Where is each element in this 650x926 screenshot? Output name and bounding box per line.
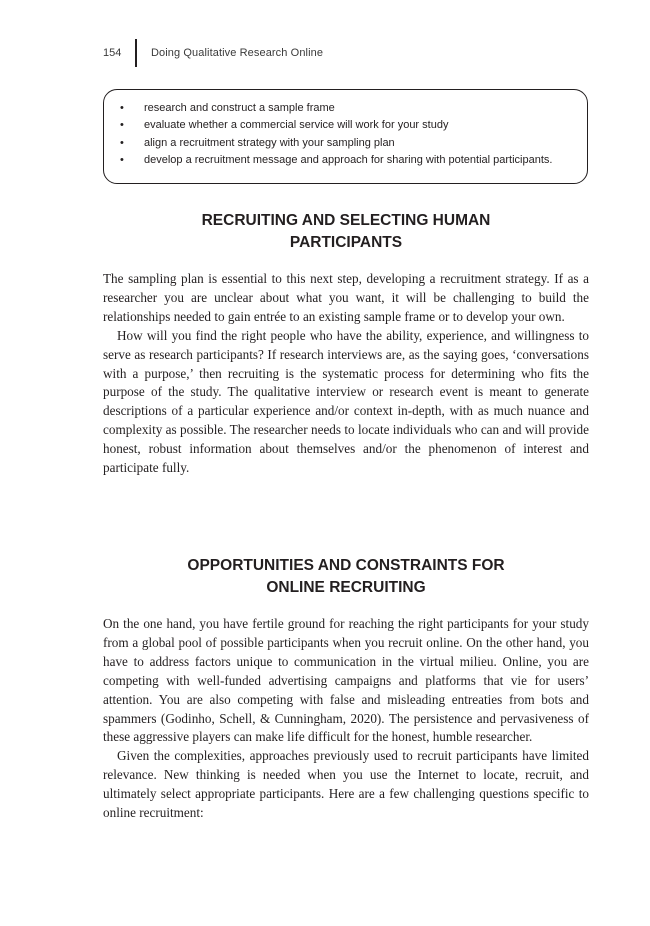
body-paragraph: The sampling plan is essential to this next step, developing a recruitment strategy. If as a researcher you are unclear about what you want, it will be challenging to build the relationships needed to gain entrée to an existing sample frame or to develop your own. xyxy=(103,271,589,324)
book-title: Doing Qualitative Research Online xyxy=(151,47,324,59)
section-body-opportunities xyxy=(103,615,589,823)
list-item xyxy=(104,135,587,152)
list-item-text: align a recruitment strategy with your sampling plan xyxy=(144,136,395,149)
body-paragraph: How will you find the right people who have the ability, experience, and willingness to serve as research participants? If research interviews are, as the saying goes, ‘conversations with a purpose,’ then recruiting is the systematic process for determining who fits the purpose of the study. The qualitative interview or research event is meant to generate descriptions of a particular experience and/or context in-depth, with as much nuance and complexity as possible. The researcher needs to locate individuals who can and will provide honest, robust information about themselves and/or the phenomenon of interest and participate fully. xyxy=(103,327,589,476)
body-paragraph: Given the complexities, approaches previously used to recruit participants have limited relevance. New thinking is needed when you use the Internet to locate, recruit, and ultimately select appropriate participants. Here are a few challenging questions specific to online recruitment: xyxy=(103,748,589,821)
section-body-recruiting xyxy=(103,270,589,478)
bullet-icon: • xyxy=(120,153,124,166)
running-head-divider xyxy=(135,39,137,67)
bullet-icon: • xyxy=(120,136,124,149)
bullet-icon: • xyxy=(120,102,124,114)
list-item xyxy=(104,100,587,117)
objectives-list xyxy=(104,90,587,169)
bullet-icon: • xyxy=(120,119,124,132)
list-item-text: evaluate whether a commercial service will work for your study xyxy=(144,119,449,132)
list-item xyxy=(104,152,587,169)
running-head xyxy=(103,40,323,66)
body-paragraph: On the one hand, you have fertile ground for reaching the right participants for your study from a global pool of possible participants when you recruit online. On the other hand, you have to address factors unique to communication in the virtual milieu. Online, you are competing with well-funded advertising campaigns and platforms that vie for users’ attention. You are also competing with false and misleading entreaties from bots and spammers (Godinho, Schell, & Cunningham, 2020). The persistence and pervasiveness of these aggressive players can make life difficult for the honest, humble researcher. xyxy=(103,616,589,745)
list-item-text: develop a recruitment message and approach for sharing with potential participants. xyxy=(144,153,553,166)
objectives-box xyxy=(103,89,588,184)
section-heading-recruiting xyxy=(103,210,589,254)
list-item xyxy=(104,117,587,134)
heading-line: PARTICIPANTS xyxy=(289,234,403,251)
heading-line: RECRUITING AND SELECTING HUMAN xyxy=(201,212,491,229)
page-number: 154 xyxy=(103,47,122,59)
section-heading-opportunities xyxy=(103,555,589,599)
heading-line: ONLINE RECRUITING xyxy=(266,579,426,596)
list-item-text: research and construct a sample frame xyxy=(144,102,335,114)
heading-line: OPPORTUNITIES AND CONSTRAINTS FOR xyxy=(187,557,505,574)
